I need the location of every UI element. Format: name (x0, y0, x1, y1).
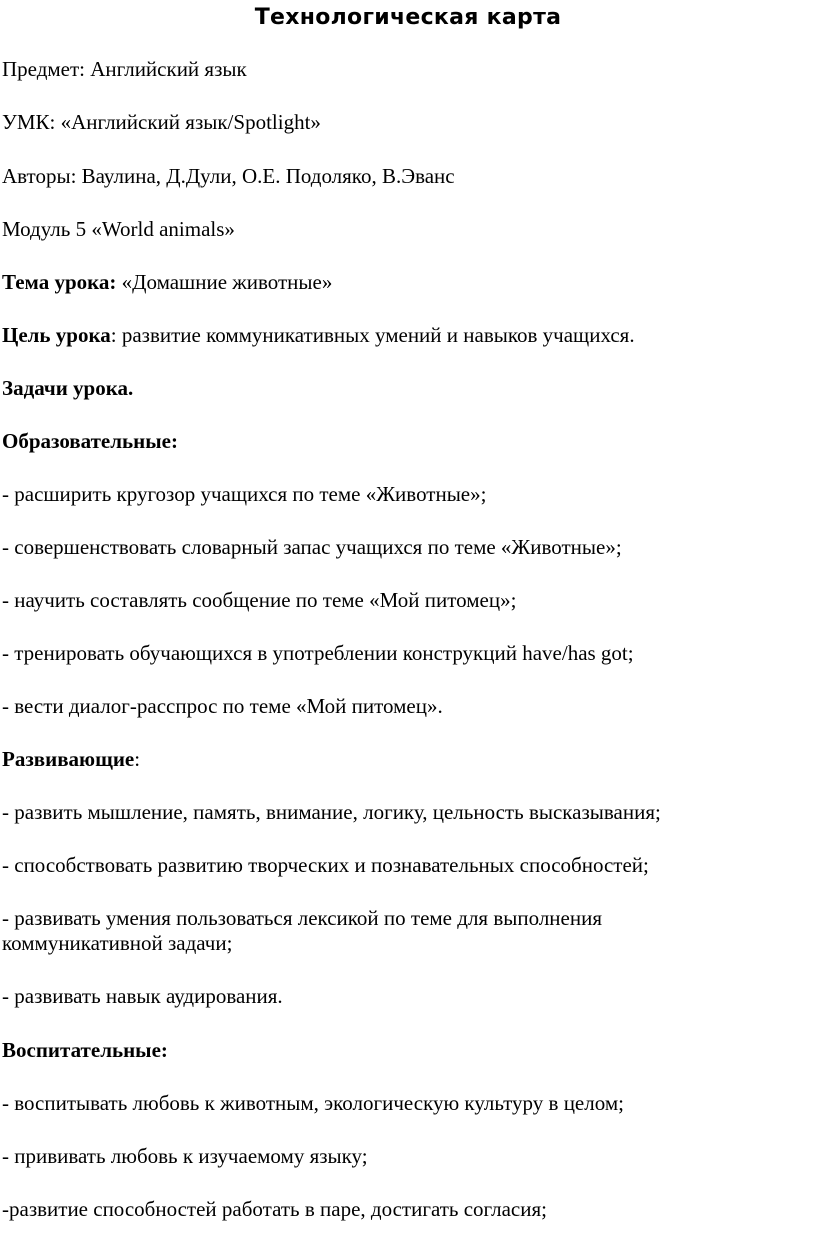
tasks-heading: Задачи урока. (2, 376, 134, 400)
developing-heading-colon: : (134, 747, 141, 771)
educational-item: - научить составлять сообщение по теме «Мой питомец»; (2, 588, 517, 612)
subject-line: Предмет: Английский язык (2, 57, 247, 81)
upbringing-heading: Воспитательные: (2, 1038, 168, 1062)
authors-line: Авторы: Ваулина, Д.Дули, О.Е. Подоляко, В.Эванс (2, 164, 455, 188)
developing-item: - развить мышление, память, внимание, логику, цельность высказывания; (2, 800, 661, 824)
educational-item: - вести диалог-расспрос по теме «Мой питомец». (2, 694, 443, 718)
upbringing-item: - прививать любовь к изучаемому языку; (2, 1144, 368, 1168)
developing-item: - развивать навык аудирования. (2, 984, 283, 1008)
topic-line (2, 270, 802, 295)
educational-item: - расширить кругозор учащихся по теме «Животные»; (2, 482, 487, 506)
upbringing-item: - воспитывать любовь к животным, экологическую культуру в целом; (2, 1091, 624, 1115)
goal-value: : развитие коммуникативных умений и навыков учащихся. (110, 323, 635, 347)
document-title: Технологическая карта (254, 5, 562, 30)
educational-item: - совершенствовать словарный запас учащихся по теме «Животные»; (2, 535, 622, 559)
educational-item: - тренировать обучающихся в употреблении конструкций have/has got; (2, 641, 634, 665)
goal-label: Цель урока (2, 323, 111, 347)
developing-item: - способствовать развитию творческих и познавательных способностей; (2, 853, 649, 877)
topic-label: Тема урока: (2, 270, 117, 294)
developing-item: - развивать умения пользоваться лексикой по теме для выполнения коммуникативной задачи; (2, 906, 602, 955)
developing-heading-line (2, 747, 802, 772)
goal-line (2, 323, 802, 348)
upbringing-item: -развитие способностей работать в паре, достигать согласия; (2, 1197, 547, 1221)
module-line: Модуль 5 «World animals» (2, 217, 235, 241)
topic-value: «Домашние животные» (116, 270, 333, 294)
umk-line: УМК: «Английский язык/Spotlight» (2, 110, 321, 134)
educational-heading: Образовательные: (2, 429, 178, 453)
developing-heading: Развивающие (2, 747, 135, 771)
